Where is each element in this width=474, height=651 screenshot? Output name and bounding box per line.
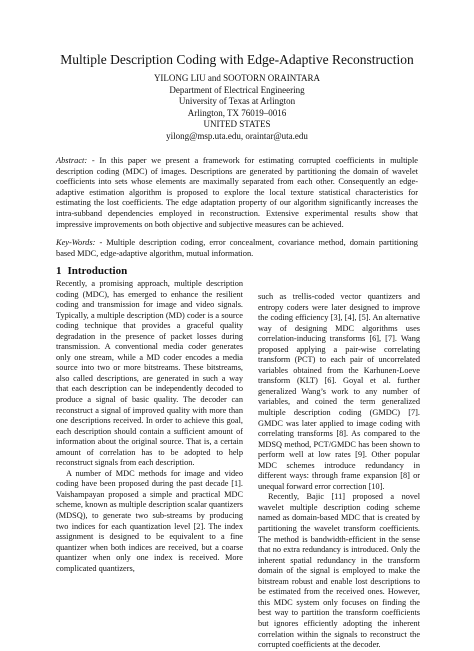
affiliation-city: Arlington, TX 76019–0016 [187, 107, 287, 118]
section-title: Introduction [67, 265, 128, 277]
affiliation-country: UNITED STATES [203, 119, 271, 129]
abstract [56, 156, 418, 230]
intro-paragraph-4: Recently, Bajic [11] proposed a novel wavelet multiple description coding scheme named as domain-based MDC that is created by partitioning the wavelet transform coefficients. The method is bandwidth-efficient in the sense that no extra redundancy is introduced. Only the inherent spatial redundancy in the transform domain of the signal is employed to make the bitstream robust and enable lost descriptions to be estimated from the received ones. However, this MDC system only focuses on finding the best way to partition the transform coefficients but ignores efficiently adopting the inherent correlation within the signals to reconstruct the corrupted coefficients at the decoder. [258, 492, 420, 650]
author-block [0, 73, 474, 142]
keywords-text: - Multiple description coding, error concealment, covariance method, domain partitioning based MDC, edge-adaptive algorithm, mutual information. [56, 238, 418, 258]
intro-paragraph-1: Recently, a promising approach, multiple description coding (MDC), has emerged to enhance the resilient coding and transmission for image and video signals. Typically, a multiple description (MD) coder is a source coding technique that provides a graceful quality degradation in the presence of packet losses during transmission. A conventional media coder generates only one stream, while a MD coder encodes a media source into two or more bitstreams. These bitstreams, also called descriptions, are generated in such a way that each description can be independently decoded to produce a signal of basic quality. The decoder can reconstruct a signal of improved quality with more than one descriptions received. In order to achieve this goal, each description should contain a sufficient amount of information about the original source. That is, a certain amount of correlation has to be adopted to help reconstruct signals from each description. [56, 279, 243, 468]
paper-title: Multiple Description Coding with Edge-Adaptive Reconstruction [60, 52, 414, 67]
intro-paragraph-2: A number of MDC methods for image and video coding have been proposed during the past decade [1]. Vaishampayan proposed a simple and practical MDC scheme, known as multiple description scalar quantizers (MDSQ), to generate two sub-streams by producing two indices for each quantization level [2]. The index assignment is designed to be equivalent to a fine quantizer when both indices are received, but a coarse quantizer when only one index is received. More complicated quantizers, [56, 468, 243, 573]
keywords [56, 238, 418, 259]
affiliation-department: Department of Electrical Engineering [169, 84, 305, 95]
author-names: YILONG LIU and SOOTORN ORAINTARA [153, 73, 321, 83]
abstract-text: - In this paper we present a framework for estimating corrupted coefficients in multiple description coding (MDC) of images. Descriptions are generated by partitioning the domain of wavelet coefficients into sets whose elements are maximally separated from each other. Consequently an edge-adaptive estimation algorithm is proposed to explore the local texture statistical characteristics for estimating the lost coefficients. The edge adaptation property of our algorithm significantly increases the intra-subband dependencies employed in reconstruction. Extensive experimental results show that impressive improvements on both objective and subjective measures can be achieved. [56, 156, 418, 229]
intro-paragraph-3: such as trellis-coded vector quantizers and entropy coders were later designed to improve the coding efficiency [3], [4], [5]. An alternative way of designing MDC algorithms uses correlation-inducing transforms [6], [7]. Wang proposed applying a pair-wise correlating transform (PCT) to each pair of uncorrelated variables obtained from the Karhunen-Loeve transform (KLT) [6]. Goyal et al. further generalized Wang’s work to any number of variables, and coined the term generalized multiple description coding (GMDC) [7]. GMDC was later applied to image coding with correlating transforms [8]. As compared to the MDSQ method, PCT/GMDC has been shown to perform well at low rates [9]. Other popular MDC schemes introduce redundancy in different ways: through frame expansion [8] or unequal forward error correction [10]. [258, 292, 420, 491]
left-column [56, 264, 243, 574]
section-number: 1 [56, 265, 62, 277]
section-heading [56, 264, 243, 278]
author-emails: yilong@msp.uta.edu, oraintar@uta.edu [166, 130, 308, 141]
affiliation-university: University of Texas at Arlington [178, 96, 296, 106]
abstract-label: Abstract: [56, 156, 88, 165]
right-column [258, 292, 420, 651]
keywords-label: Key-Words: [56, 238, 96, 247]
